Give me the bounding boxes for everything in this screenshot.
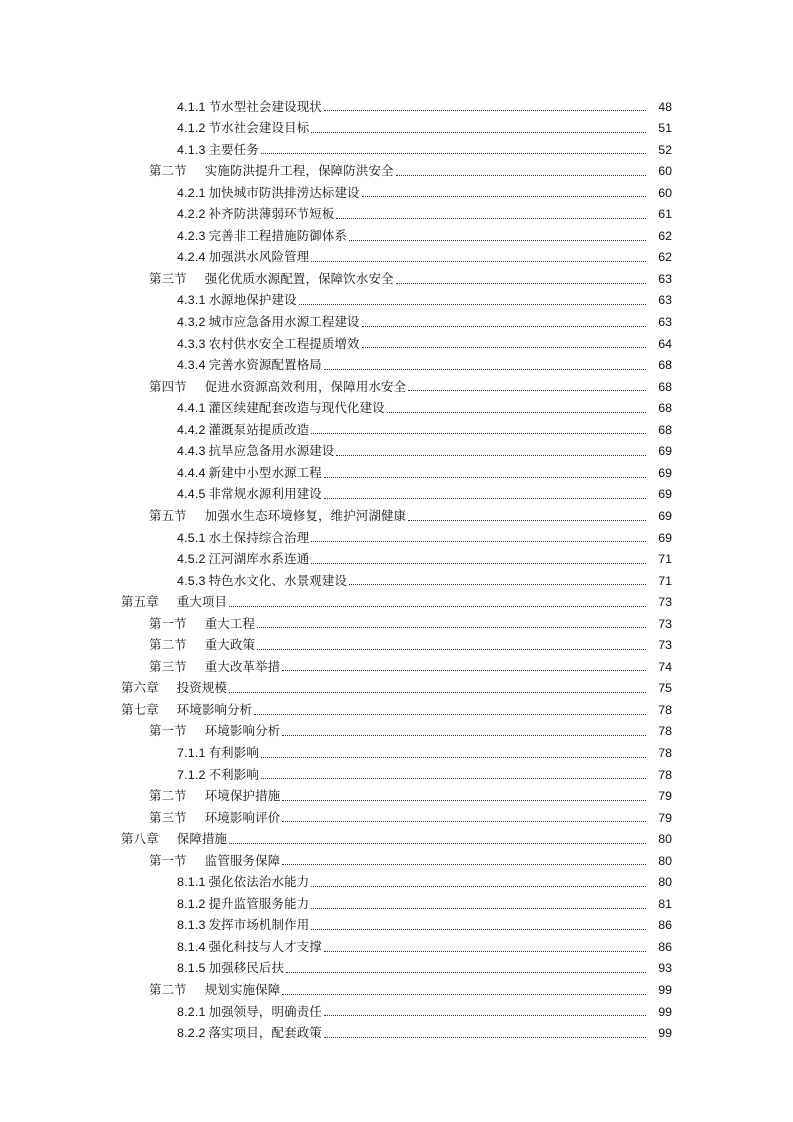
toc-entry-title: 江河湖库水系连通: [208, 551, 310, 567]
toc-entry-title: 加快城市防洪排涝达标建设: [208, 184, 360, 200]
toc-entry-text: [177, 421, 310, 437]
toc-entry-title: 加强领导，明确责任: [208, 1003, 322, 1019]
toc-entry-text: [177, 876, 309, 888]
toc-entry-text: [177, 359, 322, 371]
toc-entry-title: 补齐防洪薄弱环节短板: [208, 206, 335, 222]
toc-dot-leader: [324, 110, 646, 111]
toc-page-number: 60: [658, 164, 672, 179]
toc-entry-title: 节水社会建设目标: [208, 120, 310, 136]
toc-dot-leader: [396, 283, 646, 284]
toc-entry-title: 监管服务保障: [204, 852, 281, 868]
toc-dot-leader: [324, 1037, 646, 1038]
toc-entry-text: [177, 744, 259, 760]
toc-entry-title: 加强移民后扶: [208, 960, 285, 976]
toc-entry-number: 4.1.1: [177, 99, 206, 114]
toc-page-number: 93: [658, 961, 672, 976]
toc-dot-leader: [261, 757, 646, 758]
toc-dot-leader: [311, 132, 646, 133]
toc-page-number: 81: [658, 896, 672, 911]
toc-subsection-entry[interactable]: [0, 355, 793, 377]
toc-entry-number: 第五章: [121, 594, 159, 610]
toc-entry-number: 8.1.5: [177, 961, 206, 976]
toc-section-entry[interactable]: [0, 656, 793, 678]
toc-entry-title: 强化科技与人才支撑: [208, 938, 322, 954]
toc-dot-leader: [349, 584, 646, 585]
toc-entry-title: 落实项目，配套政策: [208, 1025, 322, 1041]
toc-dot-leader: [362, 347, 646, 348]
toc-entry-number: 第一节: [149, 615, 187, 631]
toc-entry-title: 有利影响: [208, 744, 259, 760]
toc-section-entry[interactable]: [0, 786, 793, 808]
toc-dot-leader: [261, 153, 646, 154]
table-of-contents: [0, 96, 793, 1044]
toc-entry-text: [177, 938, 322, 954]
toc-page-number: 73: [658, 595, 672, 610]
toc-dot-leader: [229, 606, 646, 607]
toc-entry-number: 4.5.2: [177, 552, 206, 567]
toc-entry-number: 第二节: [149, 788, 187, 804]
toc-entry-text: [149, 639, 255, 651]
toc-entry-title: 投资规模: [176, 680, 228, 696]
toc-subsection-entry[interactable]: [0, 419, 793, 441]
toc-dot-leader: [311, 433, 646, 434]
toc-entry-number: 4.2.2: [177, 207, 206, 222]
toc-entry-text: [177, 122, 309, 134]
toc-entry-number: 4.1.3: [177, 142, 206, 157]
toc-entry-text: [177, 464, 322, 480]
toc-entry-title: 保障措施: [176, 831, 228, 847]
toc-entry-text: [149, 165, 394, 177]
toc-page-number: 69: [658, 444, 672, 459]
toc-entry-number: 8.1.3: [177, 918, 206, 933]
toc-page-number: 73: [658, 638, 672, 653]
toc-page-number: 61: [658, 207, 672, 222]
toc-dot-leader: [229, 843, 646, 844]
toc-entry-number: 4.4.3: [177, 444, 206, 459]
toc-entry-text: [177, 402, 385, 414]
toc-dot-leader: [362, 196, 646, 197]
toc-entry-title: 水土保持综合治理: [208, 529, 310, 545]
toc-dot-leader: [282, 800, 646, 801]
toc-entry-text: [177, 895, 310, 911]
toc-dot-leader: [286, 972, 646, 973]
toc-dot-leader: [282, 670, 646, 671]
toc-dot-leader: [261, 778, 646, 779]
toc-page-number: 99: [658, 1004, 672, 1019]
toc-entry-text: [177, 766, 259, 782]
toc-section-entry[interactable]: [0, 635, 793, 657]
toc-page-number: 48: [658, 99, 672, 114]
toc-entry-text: [177, 335, 360, 351]
toc-subsection-entry[interactable]: [0, 182, 793, 204]
toc-entry-title: 特色水文化、水景观建设: [208, 572, 348, 588]
toc-entry-number: 4.4.4: [177, 465, 206, 480]
toc-entry-text: [177, 553, 309, 565]
toc-dot-leader: [311, 908, 646, 909]
toc-entry-text: [121, 701, 253, 717]
toc-dot-leader: [311, 886, 646, 887]
toc-page-number: 80: [658, 853, 672, 868]
toc-page-number: 69: [658, 530, 672, 545]
toc-dot-leader: [324, 477, 646, 478]
toc-subsection-entry[interactable]: [0, 915, 793, 937]
toc-page-number: 86: [658, 918, 672, 933]
toc-entry-number: 4.2.4: [177, 250, 206, 265]
toc-subsection-entry[interactable]: [0, 462, 793, 484]
toc-dot-leader: [282, 821, 646, 822]
toc-entry-title: 强化优质水源配置，保障饮水安全: [204, 270, 394, 286]
toc-entry-text: [177, 919, 309, 931]
toc-entry-text: [177, 962, 284, 974]
toc-dot-leader: [299, 304, 646, 305]
toc-entry-number: 4.3.4: [177, 358, 206, 373]
toc-chapter-entry[interactable]: [0, 699, 793, 721]
toc-subsection-entry[interactable]: [0, 311, 793, 333]
toc-entry-number: 4.5.1: [177, 530, 206, 545]
toc-entry-number: 4.1.2: [177, 121, 206, 136]
toc-entry-number: 4.2.3: [177, 228, 206, 243]
toc-section-entry[interactable]: [0, 979, 793, 1001]
toc-subsection-entry[interactable]: [0, 118, 793, 140]
toc-entry-text: [177, 98, 322, 114]
toc-subsection-entry[interactable]: [0, 936, 793, 958]
toc-entry-number: 4.3.3: [177, 336, 206, 351]
toc-entry-text: [177, 141, 259, 157]
toc-entry-number: 8.2.2: [177, 1026, 206, 1041]
toc-dot-leader: [311, 261, 646, 262]
toc-entry-number: 4.3.2: [177, 315, 206, 330]
toc-subsection-entry[interactable]: [0, 1001, 793, 1023]
toc-subsection-entry[interactable]: [0, 139, 793, 161]
toc-entry-title: 促进水资源高效利用，保障用水安全: [204, 378, 407, 394]
toc-page-number: 80: [658, 875, 672, 890]
toc-entry-number: 第一节: [149, 723, 187, 739]
toc-page-number: 78: [658, 767, 672, 782]
toc-page-number: 99: [658, 982, 672, 997]
toc-entry-title: 重大改革举措: [204, 658, 281, 674]
toc-chapter-entry[interactable]: [0, 592, 793, 614]
toc-entry-number: 第五节: [149, 507, 187, 523]
toc-section-entry[interactable]: [0, 376, 793, 398]
toc-entry-title: 新建中小型水源工程: [208, 464, 322, 480]
toc-entry-number: 4.4.5: [177, 487, 206, 502]
toc-page-number: 78: [658, 702, 672, 717]
toc-entry-title: 城市应急备用水源工程建设: [208, 314, 360, 330]
toc-page-number: 68: [658, 358, 672, 373]
toc-section-entry[interactable]: [0, 268, 793, 290]
toc-entry-text: [121, 596, 227, 608]
toc-entry-title: 农村供水安全工程提质增效: [208, 335, 360, 351]
toc-entry-title: 重大工程: [204, 615, 256, 631]
toc-subsection-entry[interactable]: [0, 958, 793, 980]
toc-dot-leader: [336, 218, 646, 219]
toc-entry-title: 主要任务: [208, 141, 259, 157]
toc-page-number: 69: [658, 465, 672, 480]
toc-dot-leader: [408, 390, 646, 391]
toc-entry-text: [149, 270, 394, 286]
toc-entry-text: [149, 507, 407, 523]
toc-entry-title: 完善水资源配置格局: [208, 357, 322, 373]
toc-subsection-entry[interactable]: [0, 570, 793, 592]
toc-page-number: 68: [658, 422, 672, 437]
toc-dot-leader: [324, 1015, 646, 1016]
toc-entry-title: 加强水生态环境修复，维护河湖健康: [204, 507, 407, 523]
toc-page-number: 80: [658, 832, 672, 847]
toc-page-number: 60: [658, 185, 672, 200]
toc-entry-text: [177, 251, 309, 263]
toc-subsection-entry[interactable]: [0, 484, 793, 506]
toc-entry-title: 非常规水源利用建设: [208, 486, 322, 502]
toc-dot-leader: [311, 929, 646, 930]
toc-page-number: 78: [658, 745, 672, 760]
toc-section-entry[interactable]: [0, 505, 793, 527]
toc-dot-leader: [408, 520, 646, 521]
toc-entry-number: 第三节: [149, 658, 187, 674]
toc-entry-title: 节水型社会建设现状: [208, 98, 322, 114]
toc-entry-text: [177, 184, 360, 200]
toc-entry-title: 规划实施保障: [204, 981, 281, 997]
toc-dot-leader: [336, 455, 646, 456]
toc-entry-title: 发挥市场机制作用: [208, 917, 310, 933]
toc-entry-title: 环境影响分析: [204, 723, 281, 739]
toc-dot-leader: [349, 240, 646, 241]
toc-dot-leader: [282, 864, 646, 865]
toc-entry-text: [121, 682, 227, 694]
toc-page-number: 62: [658, 250, 672, 265]
toc-dot-leader: [362, 326, 646, 327]
toc-entry-text: [177, 316, 360, 328]
toc-entry-number: 第一节: [149, 852, 187, 868]
toc-section-entry[interactable]: [0, 807, 793, 829]
toc-dot-leader: [324, 498, 646, 499]
toc-entry-title: 灌区续建配套改造与现代化建设: [208, 400, 385, 416]
toc-page-number: 71: [658, 552, 672, 567]
toc-entry-number: 4.4.1: [177, 401, 206, 416]
toc-entry-title: 加强洪水风险管理: [208, 249, 310, 265]
toc-subsection-entry[interactable]: [0, 333, 793, 355]
toc-subsection-entry[interactable]: [0, 204, 793, 226]
toc-subsection-entry[interactable]: [0, 872, 793, 894]
toc-chapter-entry[interactable]: [0, 829, 793, 851]
toc-chapter-entry[interactable]: [0, 678, 793, 700]
toc-subsection-entry[interactable]: [0, 742, 793, 764]
toc-entry-text: [149, 852, 281, 868]
toc-dot-leader: [282, 994, 646, 995]
toc-page-number: 75: [658, 681, 672, 696]
toc-entry-number: 第八章: [121, 831, 159, 847]
toc-subsection-entry[interactable]: [0, 290, 793, 312]
toc-subsection-entry[interactable]: [0, 441, 793, 463]
toc-subsection-entry[interactable]: [0, 96, 793, 118]
toc-entry-number: 第二节: [149, 163, 187, 179]
toc-entry-text: [149, 658, 281, 674]
toc-page-number: 64: [658, 336, 672, 351]
toc-dot-leader: [396, 175, 646, 176]
toc-page-number: 52: [658, 142, 672, 157]
toc-dot-leader: [387, 412, 646, 413]
toc-subsection-entry[interactable]: [0, 398, 793, 420]
toc-entry-number: 8.2.1: [177, 1004, 206, 1019]
toc-page-number: 68: [658, 401, 672, 416]
toc-entry-text: [177, 208, 334, 220]
toc-page-number: 74: [658, 659, 672, 674]
toc-dot-leader: [254, 714, 646, 715]
toc-subsection-entry[interactable]: [0, 1023, 793, 1045]
toc-subsection-entry[interactable]: [0, 893, 793, 915]
toc-entry-title: 重大项目: [176, 594, 228, 610]
toc-entry-text: [177, 1003, 322, 1019]
toc-entry-text: [149, 378, 407, 394]
toc-entry-title: 提升监管服务能力: [208, 895, 310, 911]
toc-entry-number: 第四节: [149, 378, 187, 394]
toc-entry-title: 灌溉泵站提质改造: [208, 421, 310, 437]
toc-subsection-entry[interactable]: [0, 548, 793, 570]
toc-page-number: 63: [658, 293, 672, 308]
toc-page-number: 69: [658, 508, 672, 523]
toc-section-entry[interactable]: [0, 161, 793, 183]
toc-dot-leader: [257, 649, 646, 650]
toc-page-number: 62: [658, 228, 672, 243]
toc-entry-text: [149, 615, 256, 631]
toc-entry-title: 实施防洪提升工程，保障防洪安全: [204, 163, 394, 179]
toc-entry-title: 重大政策: [204, 637, 256, 653]
toc-entry-title: 强化依法治水能力: [208, 874, 310, 890]
toc-entry-number: 8.1.2: [177, 896, 206, 911]
toc-entry-text: [149, 790, 280, 802]
toc-subsection-entry[interactable]: [0, 527, 793, 549]
toc-entry-title: 水源地保护建设: [208, 292, 297, 308]
toc-page-number: 63: [658, 271, 672, 286]
toc-entry-title: 环境影响评价: [204, 809, 281, 825]
toc-entry-number: 4.3.1: [177, 293, 206, 308]
toc-dot-leader: [257, 627, 646, 628]
toc-entry-text: [149, 981, 281, 997]
toc-entry-text: [177, 488, 322, 500]
toc-entry-title: 不利影响: [208, 766, 259, 782]
toc-entry-title: 环境影响分析: [176, 701, 253, 717]
toc-subsection-entry[interactable]: [0, 764, 793, 786]
toc-entry-text: [121, 833, 227, 845]
toc-entry-text: [149, 725, 280, 737]
toc-dot-leader: [229, 692, 646, 693]
toc-entry-title: 完善非工程措施防御体系: [208, 227, 348, 243]
toc-entry-number: 4.5.3: [177, 573, 206, 588]
toc-entry-title: 抗旱应急备用水源建设: [208, 443, 335, 459]
toc-entry-number: 第六章: [121, 680, 159, 696]
toc-entry-title: 环境保护措施: [204, 788, 281, 804]
toc-entry-number: 8.1.4: [177, 939, 206, 954]
toc-dot-leader: [324, 369, 646, 370]
toc-page-number: 71: [658, 573, 672, 588]
toc-dot-leader: [311, 541, 646, 542]
toc-section-entry[interactable]: [0, 721, 793, 743]
toc-subsection-entry[interactable]: [0, 225, 793, 247]
toc-page-number: 73: [658, 616, 672, 631]
toc-page-number: 86: [658, 939, 672, 954]
toc-entry-number: 第二节: [149, 637, 187, 653]
toc-entry-text: [177, 1027, 322, 1039]
toc-entry-number: 8.1.1: [177, 875, 206, 890]
toc-page-number: 69: [658, 487, 672, 502]
toc-subsection-entry[interactable]: [0, 247, 793, 269]
toc-page-number: 99: [658, 1026, 672, 1041]
toc-entry-text: [177, 445, 334, 457]
toc-dot-leader: [282, 735, 646, 736]
toc-entry-number: 第三节: [149, 270, 187, 286]
toc-page-number: 79: [658, 810, 672, 825]
toc-page-number: 79: [658, 789, 672, 804]
toc-section-entry[interactable]: [0, 613, 793, 635]
toc-entry-number: 7.1.2: [177, 767, 206, 782]
toc-entry-number: 7.1.1: [177, 745, 206, 760]
toc-entry-number: 4.2.1: [177, 185, 206, 200]
toc-entry-number: 第七章: [121, 701, 159, 717]
toc-section-entry[interactable]: [0, 850, 793, 872]
toc-page-number: 63: [658, 315, 672, 330]
toc-entry-number: 第三节: [149, 809, 187, 825]
toc-entry-text: [177, 294, 297, 306]
toc-entry-text: [177, 227, 348, 243]
toc-entry-number: 第二节: [149, 981, 187, 997]
toc-page-number: 68: [658, 379, 672, 394]
toc-dot-leader: [311, 563, 646, 564]
toc-entry-text: [149, 809, 281, 825]
toc-page-number: 51: [658, 121, 672, 136]
toc-dot-leader: [324, 951, 646, 952]
toc-page-number: 78: [658, 724, 672, 739]
toc-entry-text: [177, 529, 310, 545]
toc-entry-text: [177, 572, 348, 588]
toc-entry-number: 4.4.2: [177, 422, 206, 437]
